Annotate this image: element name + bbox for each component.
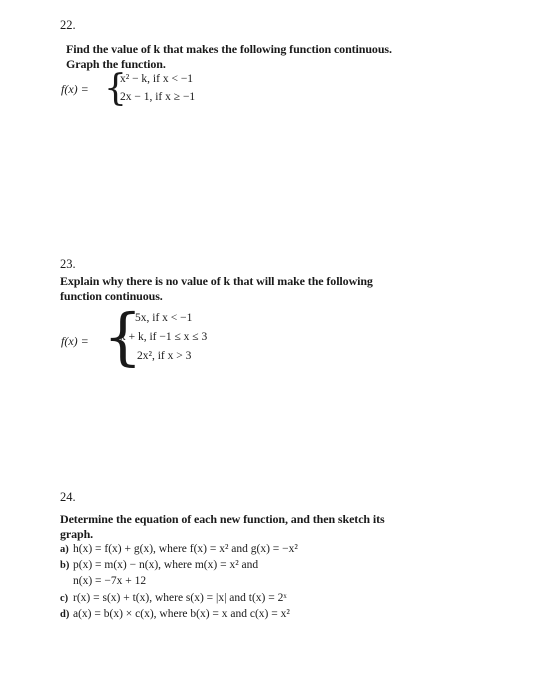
problem-24-item-b xyxy=(60,559,258,571)
item-label: c) xyxy=(60,593,69,604)
problem-23-function-lhs: f(x) = xyxy=(61,334,89,348)
problem-22-text-line-1: Find the value of k that makes the following function continuous. xyxy=(66,42,392,56)
problem-22-case-2: 2x − 1, if x ≥ −1 xyxy=(120,91,196,103)
item-text: h(x) = f(x) + g(x), where f(x) = x² and g(x) = −x² xyxy=(73,543,298,555)
problem-23-number: 23. xyxy=(60,257,76,271)
item-text: a(x) = b(x) × c(x), where b(x) = x and c(x) = x² xyxy=(73,608,290,620)
problem-24-item-c xyxy=(60,592,287,604)
problem-24-item-b-continued xyxy=(60,575,146,587)
problem-24-text-line-2: graph. xyxy=(60,527,94,541)
problem-22-brace: { xyxy=(104,68,127,109)
problem-23-case-1: 5x, if x < −1 xyxy=(135,312,193,324)
problem-24-number: 24. xyxy=(60,490,76,504)
item-label: d) xyxy=(60,609,70,620)
item-text: p(x) = m(x) − n(x), where m(x) = x² and xyxy=(73,559,259,571)
problem-22-number: 22. xyxy=(60,18,76,32)
item-label: b) xyxy=(60,560,70,571)
problem-23-case-2: x + k, if −1 ≤ x ≤ 3 xyxy=(120,331,208,343)
problem-24-item-d xyxy=(60,608,290,620)
item-text: n(x) = −7x + 12 xyxy=(73,575,147,587)
problem-22-function-lhs: f(x) = xyxy=(61,82,89,96)
problem-23-text-line-1: Explain why there is no value of k that will make the following xyxy=(60,274,373,288)
item-label: a) xyxy=(60,544,69,555)
problem-23-case-3: 2x², if x > 3 xyxy=(137,350,192,362)
problem-23-brace: { xyxy=(103,300,143,373)
item-text: r(x) = s(x) + t(x), where s(x) = |x| and t(x) = 2ˣ xyxy=(73,592,287,604)
problem-22-text-line-2: Graph the function. xyxy=(66,57,166,71)
problem-23-text-line-2: function continuous. xyxy=(60,289,163,303)
problem-24-item-a xyxy=(60,543,298,555)
problem-22-case-1: x² − k, if x < −1 xyxy=(120,73,194,85)
problem-24-text-line-1: Determine the equation of each new function, and then sketch its xyxy=(60,512,385,526)
